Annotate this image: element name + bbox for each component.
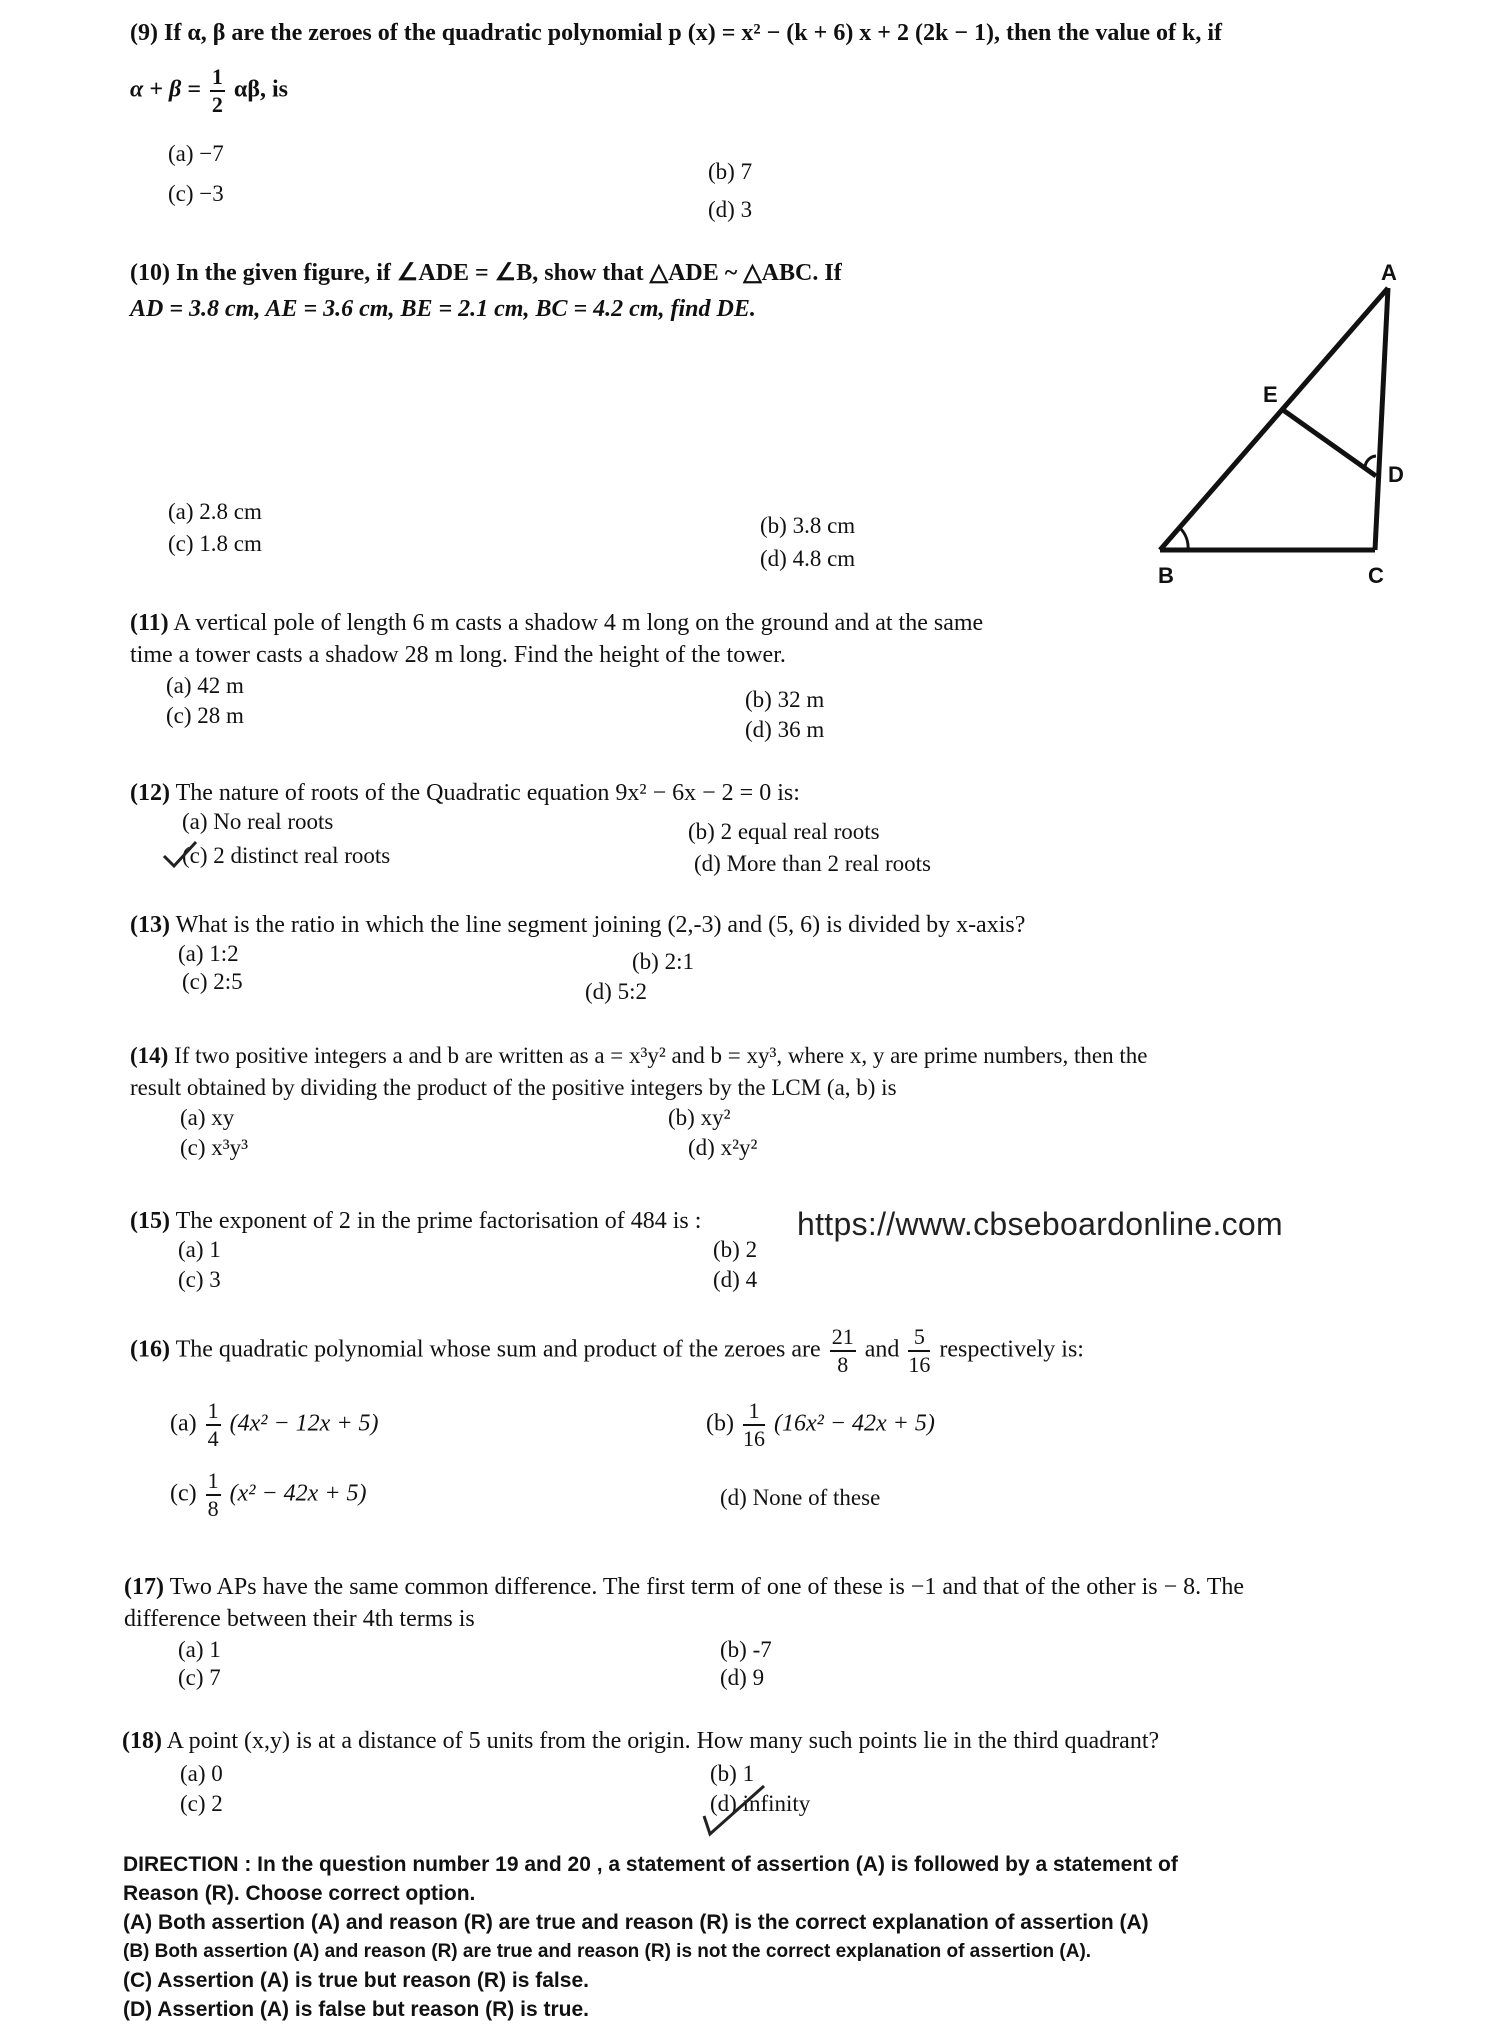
question-stem: In the given figure, if ∠ADE = ∠B, show that △ADE ~ △ABC. If [175,260,842,286]
option-d[interactable]: (d) 9 [720,1665,765,1690]
equation-part: α + β = [130,76,201,103]
question-stem: If α, β are the zeroes of the quadratic polynomial p (x) = x² − (k + 6) x + 2 (2k − 1), then the value of k, if [163,20,1222,46]
option-c[interactable]: (c) 7 [178,1665,221,1690]
fraction-denominator: 4 [207,1426,219,1451]
question-stem: difference between their 4th terms is [124,1606,475,1632]
assertion-option-c: (C) Assertion (A) is true but reason (R) is false. [123,1969,589,1992]
fraction [206,1470,221,1520]
question-stem: A point (x,y) is at a distance of 5 units from the origin. How many such points lie in the third quadrant? [166,1728,1160,1754]
direction-heading: DIRECTION : In the question number 19 and 20 , a statement of assertion (A) is followed by a statement of [123,1853,1178,1876]
question-stem: The nature of roots of the Quadratic equation 9x² − 6x − 2 = 0 is: [175,780,800,806]
question-number: (9) [130,20,158,46]
option-b[interactable]: (b) -7 [720,1637,772,1662]
fraction-denominator: 8 [207,1496,219,1521]
question-10-line2 [130,294,756,325]
fraction-numerator: 1 [210,66,225,92]
option-b[interactable]: (b) 1 [710,1761,755,1786]
question-17 [124,1572,1244,1603]
question-stem: Two APs have the same common difference. The first term of one of these is −1 and that of the other is − 8. The [169,1574,1245,1600]
option-label: (b) [706,1410,734,1437]
fraction-numerator: 1 [743,1400,765,1426]
fraction-denominator: 16 [908,1352,931,1377]
vertex-label-e: E [1263,382,1278,407]
question-9-line2 [130,66,288,116]
fraction-denominator: 8 [837,1352,849,1377]
option-b[interactable]: (b) 2:1 [632,949,694,974]
vertex-label-c: C [1368,563,1384,588]
option-a[interactable]: (a) xy [180,1105,235,1130]
option-b[interactable] [706,1400,935,1450]
option-a[interactable]: (a) 0 [180,1761,223,1786]
option-b[interactable]: (b) 2 equal real roots [688,819,880,844]
direction-instruction: Reason (R). Choose correct option. [123,1882,476,1905]
question-stem: time a tower casts a shadow 28 m long. Find the height of the tower. [130,642,786,668]
question-14 [130,1040,1147,1071]
option-a[interactable]: (a) 42 m [166,673,244,698]
question-number: (14) [130,1043,169,1068]
assertion-option-a: (A) Both assertion (A) and reason (R) are true and reason (R) is the correct explanation of assertion (A) [123,1911,1149,1934]
option-c[interactable]: (c) 2 distinct real roots [182,843,391,868]
option-expression: (x² − 42x + 5) [229,1480,367,1507]
option-expression: (16x² − 42x + 5) [773,1410,935,1437]
question-stem: If two positive integers a and b are written as a = x³y² and b = xy³, where x, y are prime numbers, then the [174,1043,1148,1068]
product-fraction [908,1326,930,1376]
option-a[interactable] [170,1400,379,1450]
option-b[interactable]: (b) 32 m [745,687,825,712]
question-11-line2 [130,640,786,671]
option-d[interactable]: (d) None of these [720,1485,881,1510]
question-number: (12) [130,780,170,806]
question-stem: and [864,1336,900,1363]
triangle-figure [1130,250,1430,595]
question-16 [130,1326,1084,1376]
handwritten-check-icon [160,838,200,870]
assertion-option-d: (D) Assertion (A) is false but reason (R) is true. [123,1998,589,2021]
option-c[interactable]: (c) x³y³ [180,1135,249,1160]
option-a[interactable]: (a) 1 [178,1237,221,1262]
option-label: (a) [170,1410,197,1437]
question-11 [130,608,983,639]
option-d[interactable]: (d) x²y² [688,1135,758,1160]
option-a[interactable]: (a) 1 [178,1637,221,1662]
question-18 [122,1726,1159,1757]
equation-part: αβ, is [233,76,288,103]
option-b[interactable]: (b) 3.8 cm [760,513,856,538]
vertex-label-b: B [1158,563,1174,588]
option-c[interactable]: (c) 28 m [166,703,244,728]
option-a[interactable]: (a) 2.8 cm [168,499,262,524]
question-stem: result obtained by dividing the product of the positive integers by the LCM (a, b) is [130,1075,897,1100]
fraction-numerator: 21 [830,1326,856,1352]
fraction [210,66,225,116]
vertex-label-d: D [1388,462,1404,487]
option-c[interactable]: (c) 2 [180,1791,223,1816]
assertion-option-b: (B) Both assertion (A) and reason (R) are true and reason (R) is not the correct explanation of assertion (A). [123,1941,1092,1962]
option-a[interactable]: (a) 1:2 [178,941,239,966]
option-a[interactable]: (a) No real roots [182,809,334,834]
option-a[interactable]: (a) −7 [168,141,224,166]
question-15 [130,1206,701,1237]
fraction-numerator: 1 [206,1470,221,1496]
fraction [743,1400,765,1450]
option-label: (c) [170,1480,197,1507]
option-d[interactable]: (d) More than 2 real roots [694,851,931,876]
question-10 [130,258,842,289]
option-c[interactable]: (c) 1.8 cm [168,531,262,556]
fraction-numerator: 5 [908,1326,930,1352]
question-number: (15) [130,1208,170,1234]
question-number: (17) [124,1574,164,1600]
option-d[interactable]: (d) infinity [710,1791,811,1816]
question-stem: A vertical pole of length 6 m casts a shadow 4 m long on the ground and at the same [173,610,984,636]
question-stem: The exponent of 2 in the prime factorisation of 484 is : [175,1208,702,1234]
question-number: (11) [130,610,169,636]
option-c[interactable]: (c) −3 [168,181,224,206]
fraction-denominator: 16 [742,1426,765,1451]
option-d[interactable]: (d) 4 [713,1267,758,1292]
option-c[interactable]: (c) 3 [178,1267,221,1292]
question-13 [130,910,1025,941]
question-stem: What is the ratio in which the line segment joining (2,-3) and (5, 6) is divided by x-axis? [175,912,1026,938]
option-c[interactable] [170,1470,367,1520]
fraction-denominator: 2 [211,92,223,117]
question-stem: AD = 3.8 cm, AE = 3.6 cm, BE = 2.1 cm, BC = 4.2 cm, find DE. [130,296,756,322]
vertex-label-a: A [1381,260,1397,285]
website-watermark: https://www.cbseboardonline.com [797,1206,1283,1242]
handwritten-check-icon [700,1780,780,1840]
question-17-line2 [124,1604,475,1635]
question-number: (13) [130,912,170,938]
question-number: (16) [130,1336,170,1363]
fraction [206,1400,221,1450]
option-expression: (4x² − 12x + 5) [229,1410,379,1437]
sum-fraction [830,1326,856,1376]
question-12 [130,778,800,809]
option-d[interactable]: (d) 3 [708,197,753,222]
option-b[interactable]: (b) xy² [668,1105,731,1130]
question-number: (10) [130,260,170,286]
option-d[interactable]: (d) 36 m [745,717,825,742]
question-number: (18) [122,1728,162,1754]
question-9 [130,18,1222,49]
direction-block [123,1850,1373,2024]
option-d[interactable]: (d) 5:2 [585,979,647,1004]
option-b[interactable]: (b) 2 [713,1237,758,1262]
fraction-numerator: 1 [206,1400,221,1426]
option-c[interactable]: (c) 2:5 [182,969,243,994]
option-b[interactable]: (b) 7 [708,159,753,184]
question-stem: respectively is: [939,1336,1084,1363]
question-14-line2 [130,1072,897,1103]
question-stem: The quadratic polynomial whose sum and product of the zeroes are [175,1336,821,1363]
option-d[interactable]: (d) 4.8 cm [760,546,856,571]
